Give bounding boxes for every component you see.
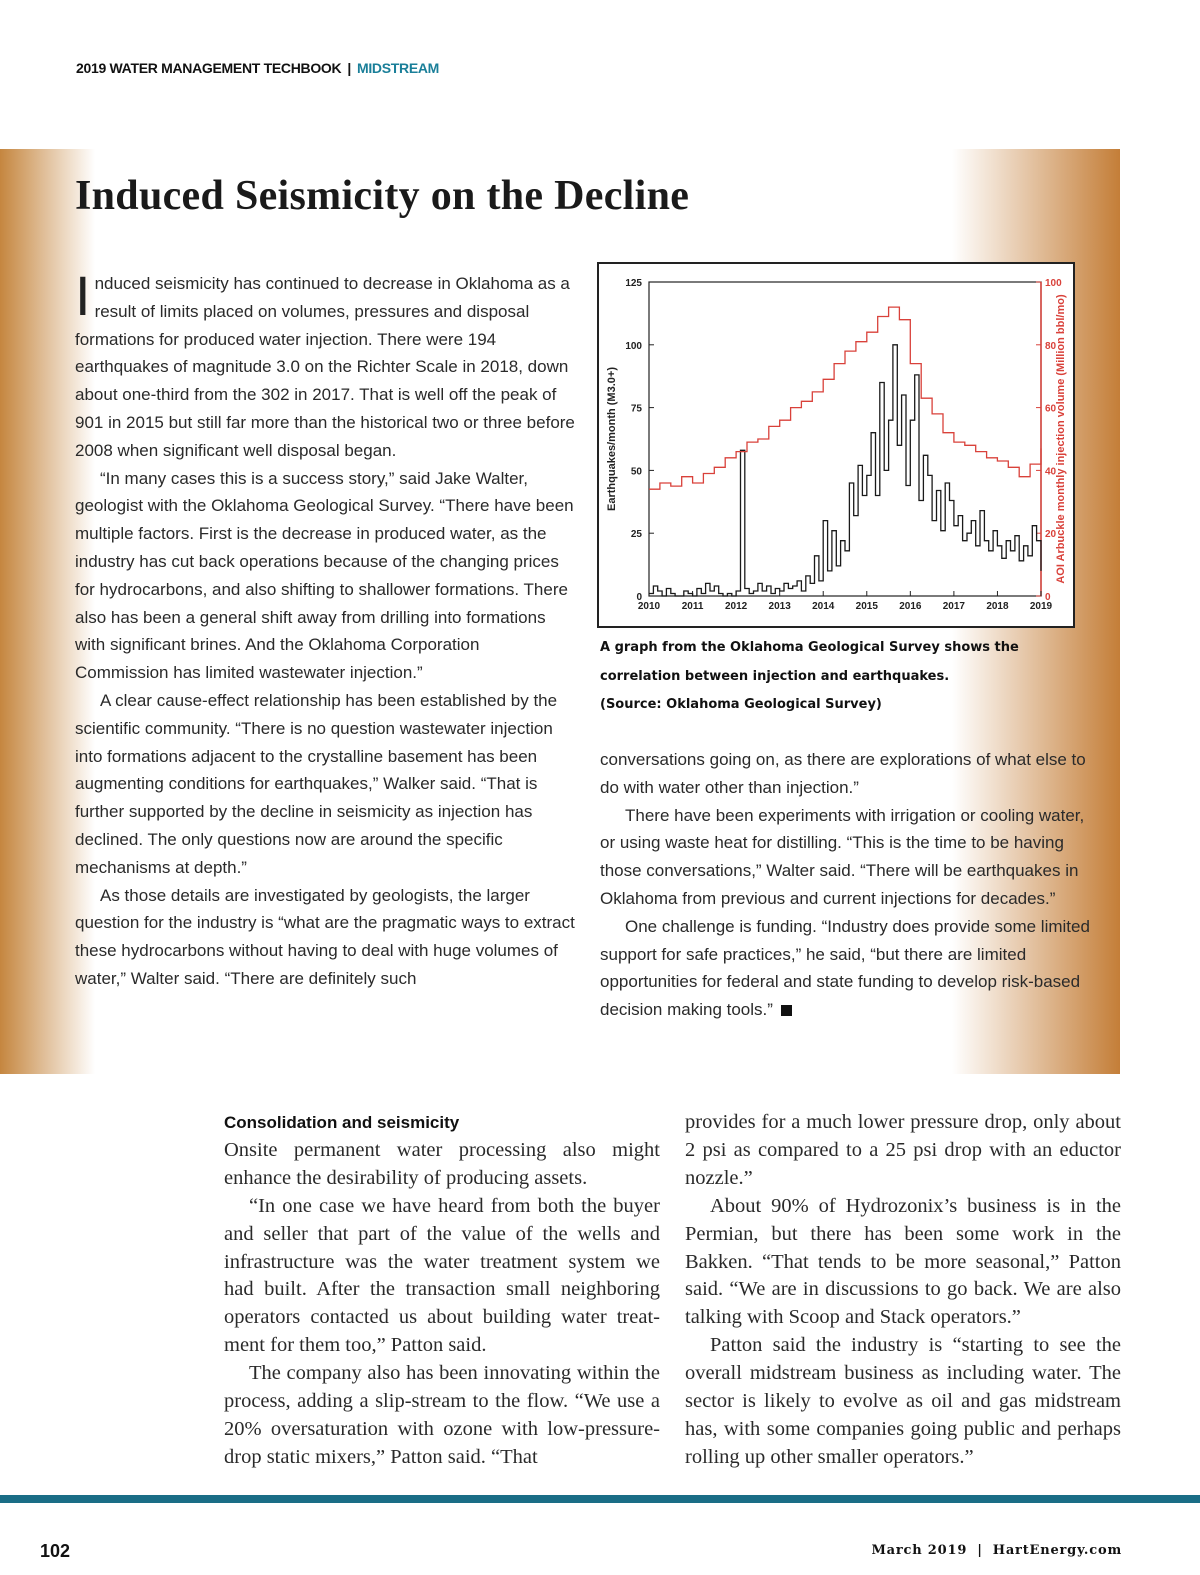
drop-cap: I [75, 264, 91, 327]
caption-line: A graph from the Oklahoma Geological Survey shows the [600, 640, 1019, 655]
sidebar-paragraph: Induced seismicity has continued to decrease in Oklahoma as a result of limits placed on volumes, pressures and disposal formations for produced water injection. There were 194 earthquakes of magnitude 3.0 on the Richter Scale in 2018, down about one-third from the 302 in 2017. That is well off the peak of 901 in 2015 but still far more than the historical two or three before 2008 when significant well disposal began. [75, 264, 575, 460]
x-tick-label: 2014 [812, 601, 835, 612]
x-tick-label: 2017 [942, 601, 966, 612]
footer-separator: | [977, 1543, 983, 1558]
y2-tick-label: 80 [1045, 340, 1057, 352]
y-tick-label: 50 [630, 466, 642, 478]
sidebar-paragraph: “In many cases this is a success story,” said Jake Walter, geologist with the Oklahoma Geological Survey. “There have been multiple factors. First is the decrease in produced water, as the industry has cut back operations because of the changing prices for hydrocarbons, and also shifting to shallower formations. There also has been a general shift away from drilling into formations with significant brines. And the Oklahoma Corporation Commission has limited wastewater injection.” [75, 468, 574, 683]
seismicity-chart [597, 262, 1075, 628]
end-mark-icon [781, 1005, 792, 1016]
sidebar-paragraph: conversations going on, as there are explorations of what else to do with water other than injection.” [600, 750, 1086, 797]
chart-caption [600, 634, 1070, 720]
footer-rule [0, 1495, 1200, 1503]
article-right-column [685, 1109, 1121, 1472]
footer-info [871, 1543, 1122, 1558]
earthquake-series-line [649, 345, 1041, 596]
y-tick-label: 0 [636, 592, 642, 603]
injection-series-line [649, 307, 1041, 489]
sidebar-paragraph: A clear cause-effect relationship has been established by the scientific community. “There is no question wastewater injection into formations adjacent to the crystalline basement has been augmenting conditions for earthquakes,” Walker said. “That is further supported by the decline in seismicity as injection has declined. The only questions now are around the specific mechanisms at depth.” [75, 690, 558, 877]
y2-tick-label: 100 [1045, 278, 1062, 289]
y2-tick-label: 40 [1045, 466, 1057, 478]
section-label: MIDSTREAM [356, 60, 440, 76]
header-separator: | [347, 60, 351, 76]
sidebar-paragraph: As those details are investigated by geologists, the larger question for the industry is “what are the pragmatic ways to extract these hydrocarbons without having to deal with huge volumes of water,” Walter said. “There are definitely such [75, 885, 575, 988]
article-paragraph: “In one case we have heard from both the buyer and seller that part of the value of the wells and infrastructure was the water treatment system we had built. After the transaction small neighboring operators contacted us about building water treatment for them too,” Patton said. [224, 1194, 660, 1357]
x-tick-label: 2016 [899, 601, 922, 612]
sidebar-right-column [600, 746, 1095, 1024]
article-paragraph: provides for a much lower pressure drop, only about 2 psi as compared to a 25 psi drop with an eductor nozzle.” [685, 1111, 1121, 1189]
website: HartEnergy.com [992, 1543, 1122, 1558]
x-tick-label: 2012 [724, 601, 748, 612]
issue-date: March 2019 [871, 1543, 968, 1558]
sidebar-title: Induced Seismicity on the Decline [75, 173, 690, 219]
y-tick-label: 125 [625, 278, 642, 289]
y-tick-label: 25 [630, 529, 642, 541]
caption-line: correlation between injection and earthquakes. [600, 668, 950, 684]
article-paragraph: About 90% of Hydrozonix’s business is in the Permian, but there has been some work in the Bakken. “That tends to be more seasonal,” Patton said. “We are in discussions to go back. We are also talking with Scoop and Stack operators.” [685, 1194, 1121, 1329]
sidebar-paragraph: One challenge is funding. “Industry does provide some limited support for safe practices,” he said, “but there are limited opportunities for federal and state funding to develop risk-based decision making tools.” [600, 916, 1090, 1020]
x-tick-label: 2019 [1029, 601, 1053, 612]
x-tick-label: 2011 [681, 601, 704, 612]
y2-axis-title: AOI Arbuckle monthly injection volume (Million bbl/mo) [1055, 294, 1067, 584]
x-tick-label: 2015 [855, 601, 878, 612]
chart-svg [599, 264, 1073, 626]
y2-tick-label: 0 [1045, 592, 1051, 603]
caption-line: (Source: Oklahoma Geological Survey) [600, 697, 882, 712]
article-paragraph: Patton said the industry is “starting to see the overall midstream business as including water. The sector is likely to evolve as oil and gas midstream has, with some companies going public and perhaps rolling up other smaller operators.” [685, 1334, 1121, 1468]
y-axis-title: Earthquakes/month (M3.0+) [606, 367, 618, 511]
article-paragraph: Onsite permanent water processing also might enhance the desirability of producing assets. [224, 1138, 660, 1189]
y-tick-label: 75 [630, 403, 642, 415]
page-number: 102 [40, 1541, 71, 1561]
sidebar-paragraph: There have been experiments with irrigation or cooling water, or using waste heat for distilling. “This is the time to be having those conversations,” Walter said. “There will be earthquakes in Oklahoma from previous and current injections for decades.” [600, 805, 1085, 908]
x-tick-label: 2010 [637, 601, 661, 612]
sidebar-left-column [75, 264, 575, 993]
x-tick-label: 2013 [768, 601, 791, 612]
article-left-column [224, 1109, 660, 1472]
y2-tick-label: 60 [1045, 403, 1057, 415]
x-tick-label: 2018 [986, 601, 1009, 612]
article-paragraph: The company also has been innovating within the process, adding a slip-stream to the flow. “We use a 20% oversaturation with ozone with low-pressure-drop static mixers,” Patton said. “That [224, 1362, 660, 1468]
y2-tick-label: 20 [1045, 529, 1057, 541]
running-header [76, 60, 439, 76]
article-subhead: Consolidation and seismicity [224, 1113, 460, 1132]
publication-name: 2019 WATER MANAGEMENT TECHBOOK [76, 60, 342, 76]
y-tick-label: 100 [625, 340, 642, 352]
